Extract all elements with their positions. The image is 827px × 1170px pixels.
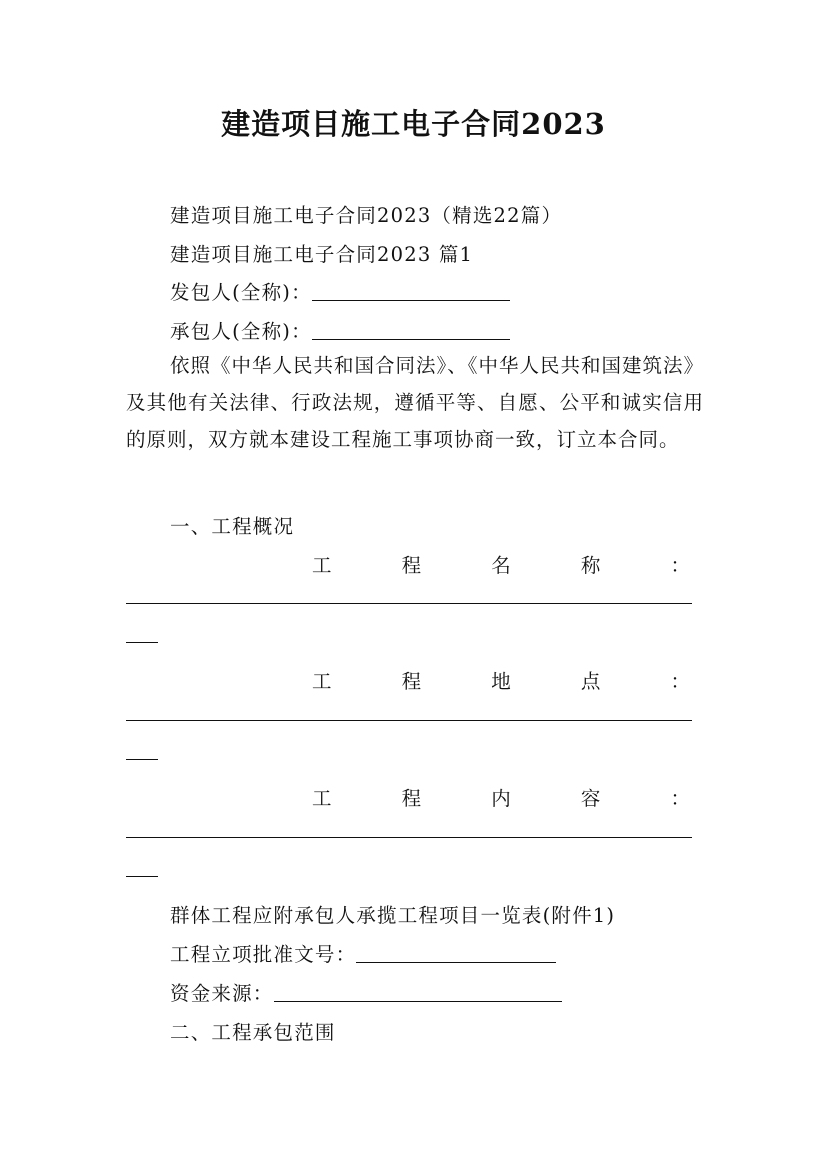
project-name-blank-line-end	[126, 642, 158, 643]
funding-source-label: 资金来源：	[170, 982, 274, 1005]
group-project-note: 群体工程应附承包人承揽工程项目一览表(附件1)	[170, 904, 616, 927]
project-name-label	[312, 550, 690, 578]
label-char: 工	[312, 554, 332, 577]
funding-source-blank-field[interactable]	[274, 983, 562, 1002]
employer-label: 发包人(全称)：	[170, 281, 312, 304]
approval-doc-label: 工程立项批准文号：	[170, 943, 357, 966]
document-title: 建造项目施工电子合同2023	[221, 107, 606, 141]
label-char: ：	[670, 670, 690, 693]
label-char: 程	[401, 670, 422, 693]
label-char: 工	[312, 670, 332, 693]
label-char: ：	[670, 787, 690, 810]
funding-source-row	[170, 978, 562, 1006]
label-char: 内	[491, 787, 511, 810]
label-char: 容	[580, 787, 601, 810]
approval-doc-blank-field[interactable]	[356, 944, 556, 963]
label-char: 程	[401, 787, 422, 810]
subtitle: 建造项目施工电子合同2023（精选22篇）	[170, 204, 563, 227]
project-content-blank-line-end	[126, 876, 158, 877]
project-content-blank-line[interactable]	[126, 837, 692, 838]
project-location-blank-line-end	[126, 759, 158, 760]
label-char: 称	[580, 554, 601, 577]
employer-blank-field[interactable]	[312, 282, 510, 301]
contractor-row	[170, 316, 510, 344]
label-char: ：	[670, 554, 690, 577]
label-char: 点	[580, 670, 601, 693]
label-char: 地	[491, 670, 511, 693]
project-location-blank-line[interactable]	[126, 720, 692, 721]
project-content-label	[312, 783, 690, 811]
contractor-blank-field[interactable]	[312, 321, 510, 340]
employer-row	[170, 277, 510, 305]
label-char: 程	[401, 554, 422, 577]
project-location-label	[312, 666, 690, 694]
label-char: 工	[312, 787, 332, 810]
label-char: 名	[491, 554, 511, 577]
approval-doc-row	[170, 939, 556, 967]
contractor-label: 承包人(全称)：	[170, 320, 312, 343]
section-2-heading: 二、工程承包范围	[170, 1021, 336, 1044]
section-1-heading: 一、工程概况	[170, 515, 295, 538]
article-heading: 建造项目施工电子合同2023 篇1	[170, 243, 474, 266]
project-name-blank-line[interactable]	[126, 603, 692, 604]
intro-paragraph: 依照《中华人民共和国合同法》、《中华人民共和国建筑法》及其他有关法律、行政法规，遵循平等、自愿、公平和诚实信用的原则，双方就本建设工程施工事项协商一致，订立本合同。	[126, 354, 705, 451]
